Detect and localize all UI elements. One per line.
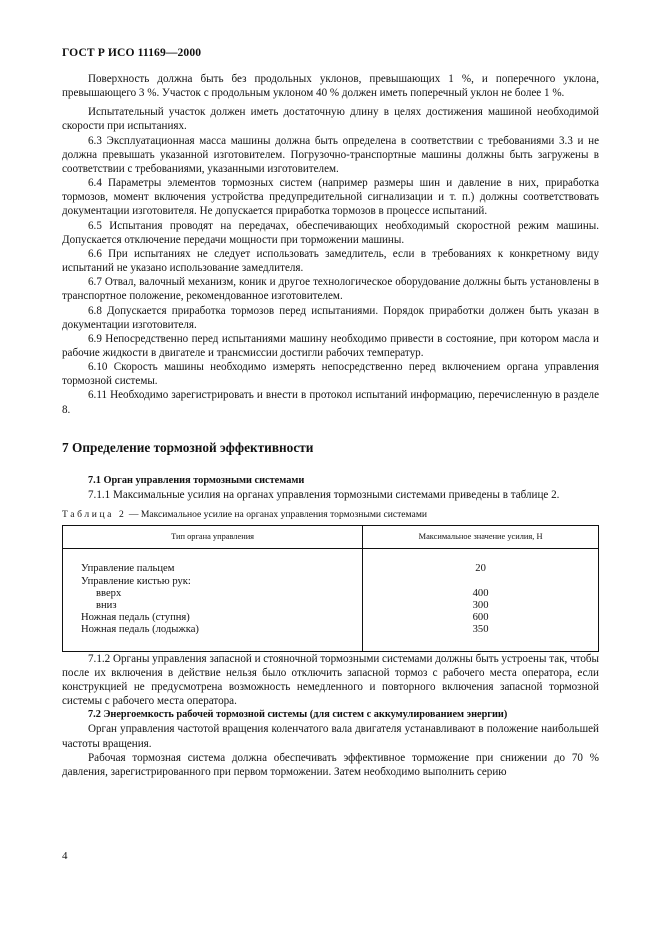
paragraph: 6.6 При испытаниях не следует использовать замедлитель, если в требованиях к конкретному виду испытаний не указано использование замедлителя. (62, 247, 599, 275)
brake-control-force-table (62, 525, 599, 651)
row-label: Управление кистью рук: (81, 575, 191, 587)
row-value: 350 (472, 624, 489, 636)
row-value: 300 (472, 599, 489, 611)
paragraph: 6.9 Непосредственно перед испытаниями машину необходимо привести в состояние, при котором масла и рабочие жидкости в двигателе и трансмиссии достигли рабочих температур. (62, 332, 599, 359)
table-row (63, 549, 599, 651)
paragraph: 6.10 Скорость машины необходимо измерять непосредственно перед включением органа управления тормозной системы. (62, 361, 599, 388)
table-cell-values (363, 549, 599, 651)
paragraph: Испытательный участок должен иметь достаточную длину в целях достижения машиной необходимой скорости при испытаниях. (62, 106, 599, 133)
paragraph: 6.3 Эксплуатационная масса машины должна быть определена в соответствии с требованиями 3.3 и не должна превышать указанной изготовителем. Погрузочно-транспортные машины должны быть загружены в соответствии с требованиями, указанными изготовителем. (62, 134, 599, 175)
paragraph: 7.1.1 Максимальные усилия на органах управления тормозными системами приведены в таблице 2. (88, 489, 560, 502)
subsection-title: 7.2 Энергоемкость рабочей тормозной системы (для систем с аккумулированием энергии) (88, 709, 508, 721)
table-header-row (63, 526, 599, 549)
document-header: ГОСТ Р ИСО 11169—2000 (62, 46, 202, 59)
row-value (369, 576, 592, 588)
row-value: 20 (475, 563, 486, 575)
row-value: 400 (472, 587, 489, 599)
row-label: Управление пальцем (81, 563, 175, 575)
table-caption-text: — Максимальное усилие на органах управления тормозными системами (126, 509, 428, 521)
paragraph: 6.7 Отвал, валочный механизм, коник и другое технологическое оборудование должны быть установлены в транспортное положение, рекомендованное изготовителем. (62, 276, 599, 303)
table-cell-labels (63, 549, 363, 651)
table-caption (62, 508, 599, 522)
table-header-cell: Тип органа управления (63, 526, 363, 549)
paragraph: 6.11 Необходимо зарегистрировать и внести в протокол испытаний информацию, перечисленную в разделе 8. (62, 389, 599, 416)
row-label: вверх (96, 587, 122, 599)
subsection-title: 7.1 Орган управления тормозными системами (88, 474, 305, 486)
paragraph: Орган управления частотой вращения коленчатого вала двигателя устанавливают в положение наибольшей частоты вращения. (62, 723, 599, 750)
paragraph: Поверхность должна быть без продольных уклонов, превышающих 1 %, и поперечного уклона, превышающего 3 %. Участок с продольным уклоном 40 % должен иметь поперечный уклон не более 1 %. (62, 73, 599, 100)
row-label: Ножная педаль (ступня) (81, 612, 190, 624)
paragraph: 7.1.2 Органы управления запасной и стояночной тормозными системами должны быть устроены так, чтобы после их включения в действие нельзя было отключить запасной тормоз с рабочего места оператора, если конструкцией не предусмотрена возможность немедленного и повторного включения запасной тормозной системы с рабочего места оператора. (62, 652, 599, 708)
table-header-cell: Максимальное значение усилия, Н (363, 526, 599, 549)
row-label: Ножная педаль (лодыжка) (81, 624, 199, 636)
page-number: 4 (62, 850, 68, 862)
document-body (62, 72, 599, 779)
paragraph: 6.8 Допускается приработка тормозов перед испытаниями. Порядок приработки должен быть указан в документации изготовителя. (62, 304, 599, 331)
section-title: 7 Определение тормозной эффективности (62, 439, 314, 455)
row-value: 600 (472, 612, 489, 624)
paragraph: 6.5 Испытания проводят на передачах, обеспечивающих необходимый скоростной режим машины. Допускается отключение передачи мощности при торможении машины. (62, 219, 599, 246)
row-label: вниз (96, 599, 117, 611)
table-caption-label: Таблица 2 (62, 509, 127, 521)
paragraph: Рабочая тормозная система должна обеспечивать эффективное торможение при снижении до 70 % давления, зарегистрированного при первом торможении. Затем необходимо выполнить серию (62, 751, 599, 778)
paragraph: 6.4 Параметры элементов тормозных систем (например размеры шин и давление в них, приработка тормозов, момент включения устройства предупредительной сигнализации и т. п.) должны соответствовать документации изготовителя. Не допускается приработка тормозов в процессе испытаний. (62, 177, 599, 218)
